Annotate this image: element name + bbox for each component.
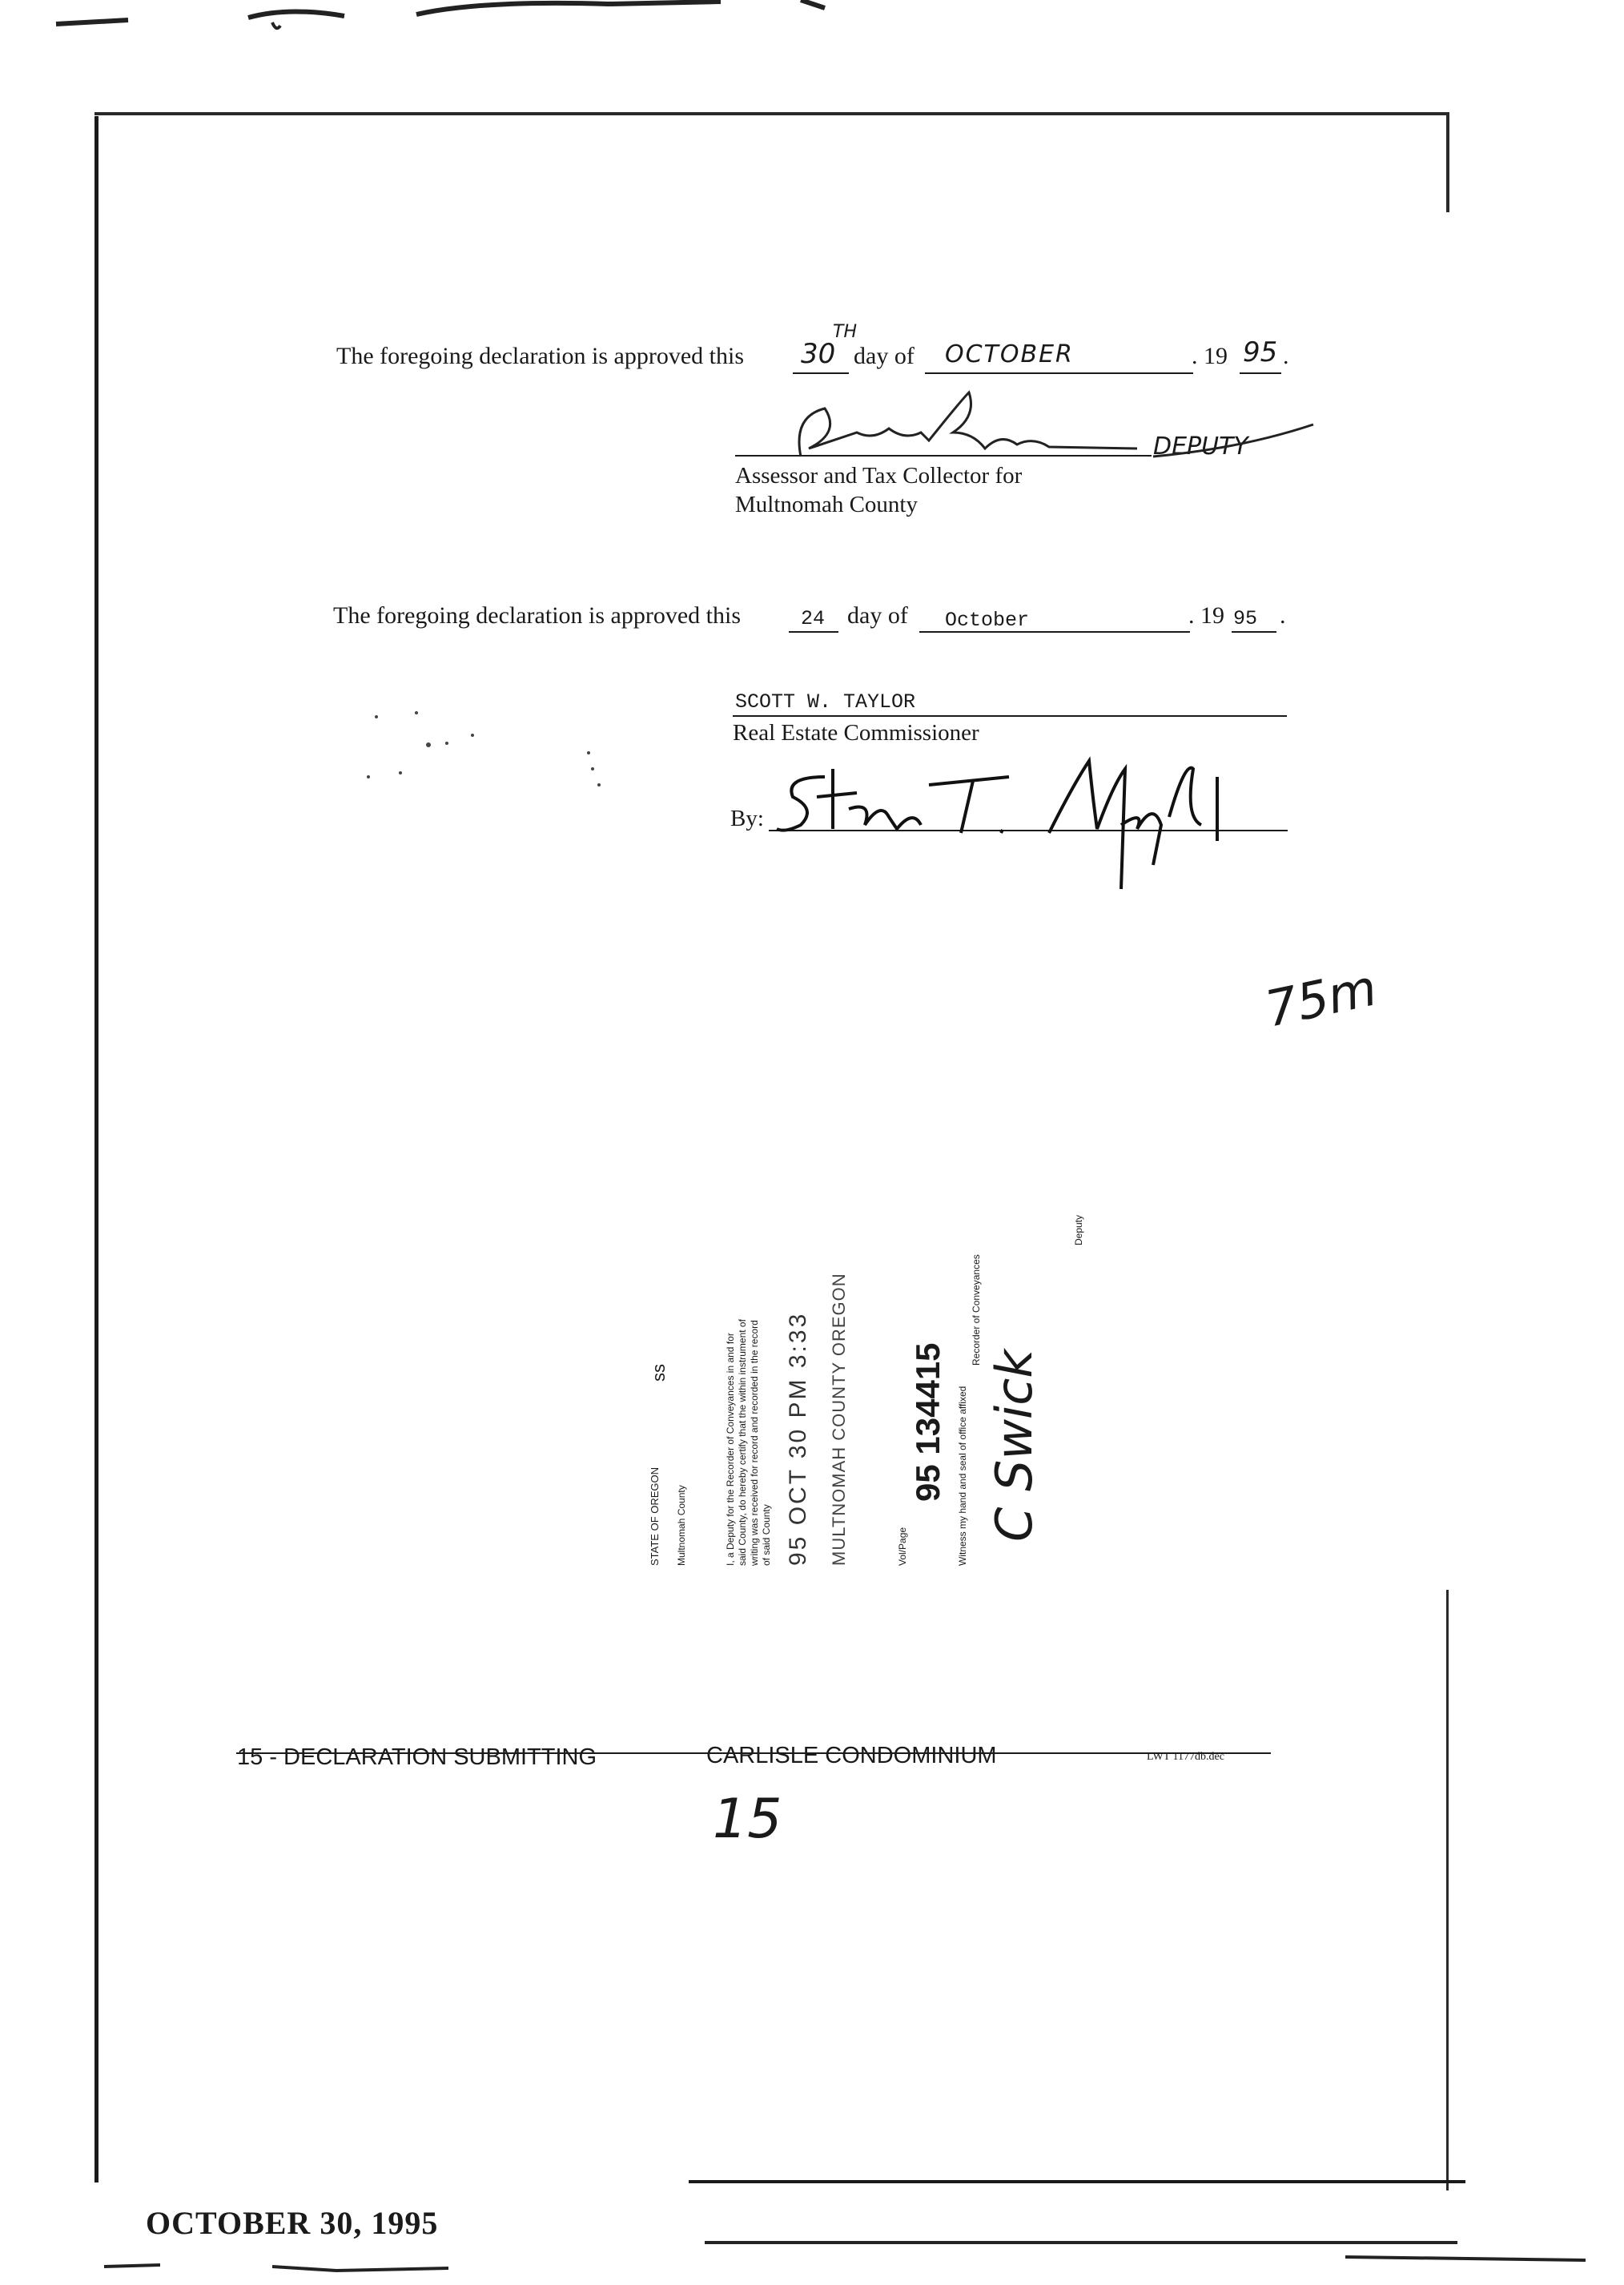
stamp-clerk-signature: C Swick [985, 1349, 1043, 1542]
approval-1-month-value: OCTOBER [945, 340, 1074, 368]
frame-top-line [94, 112, 1448, 115]
footer-page-label: 15 - DECLARATION SUBMITTING [237, 1744, 597, 1770]
approval-1-year-blank [1240, 372, 1281, 374]
deputy-handwritten: DEPUTY [1153, 432, 1248, 461]
stamp-book-page: Vol/Page [897, 1527, 908, 1566]
assessor-title-line1: Assessor and Tax Collector for [735, 463, 1023, 489]
approval-2-year-value: 95 [1233, 607, 1258, 630]
approval-2-lead-text: The foregoing declaration is approved this [333, 602, 742, 629]
approval-2-year-blank [1232, 631, 1276, 633]
approval-1-day-of-text: day of [854, 343, 915, 369]
commissioner-name: SCOTT W. TAYLOR [735, 690, 916, 714]
stamp-deputy-label: Deputy [1073, 1214, 1084, 1245]
assessor-signature [769, 384, 1153, 473]
stamp-county: Multnomah County [676, 1485, 687, 1566]
recording-stamp [641, 1189, 1169, 1566]
approval-2-month-value: October [945, 609, 1030, 632]
approval-2-day-blank [789, 631, 838, 633]
stamp-certificate-line3: writing was received for record and recorded in the record [749, 1320, 760, 1566]
approval-1-month-blank [925, 372, 1193, 374]
stamp-certificate-line2: said County, do hereby certify that the within instrument of [737, 1319, 748, 1566]
approval-1-day-value: 30 [801, 338, 836, 370]
stamp-recorder-title: Recorder of Conveyances [971, 1254, 982, 1366]
assessor-title-line2: Multnomah County [735, 492, 918, 517]
approval-2-day-value: 24 [801, 607, 826, 630]
margin-handwritten-note: 75m [1260, 958, 1382, 1039]
deputy-underline-stroke [1145, 416, 1321, 465]
handwritten-page-number: 15 [713, 1788, 782, 1851]
approval-2-day-of-text: day of [847, 602, 908, 629]
approval-2-end: . [1280, 602, 1286, 629]
approval-1-day-suffix: TH [833, 322, 857, 342]
approval-1-lead-text: The foregoing declaration is approved this [336, 343, 745, 369]
stamp-ss: ss [649, 1364, 669, 1382]
commissioner-title: Real Estate Commissioner [733, 720, 979, 746]
stamp-recorder-name: MULTNOMAH COUNTY OREGON [829, 1273, 849, 1566]
approval-1-year-prefix: . 19 [1192, 343, 1228, 369]
date-stamp: OCTOBER 30, 1995 [146, 2205, 439, 2241]
scan-artifact-top [0, 0, 1624, 48]
approval-2-year-prefix: . 19 [1188, 602, 1224, 629]
scan-artifact-bottom [0, 2211, 1624, 2283]
frame-right-line [1446, 112, 1449, 212]
approval-1-end: . [1283, 343, 1289, 369]
frame-left-line [94, 116, 98, 2182]
frame-bottom-line [689, 2180, 1465, 2183]
scan-speckle [336, 697, 625, 809]
frame-right-line-lower [1446, 1590, 1449, 2190]
commissioner-signature [769, 753, 1249, 913]
stamp-certificate-line1: I, a Deputy for the Recorder of Conveyances in and for [725, 1333, 736, 1566]
stamp-certificate-line4: of said County [761, 1504, 772, 1566]
stamp-witness: Witness my hand and seal of office affixed [957, 1386, 968, 1566]
approval-1-day-blank [793, 372, 849, 374]
commissioner-name-line [733, 715, 1287, 717]
approval-1-year-value: 95 [1243, 336, 1278, 368]
footer-file-code: LWT 1177db.dec [1147, 1751, 1224, 1763]
by-label: By: [730, 806, 764, 831]
footer-project-name: CARLISLE CONDOMINIUM [706, 1743, 997, 1768]
stamp-instrument-number: 95 134415 [909, 1342, 947, 1502]
stamp-datetime: 95 OCT 30 PM 3:33 [785, 1311, 811, 1566]
stamp-state: STATE OF OREGON [649, 1466, 661, 1566]
